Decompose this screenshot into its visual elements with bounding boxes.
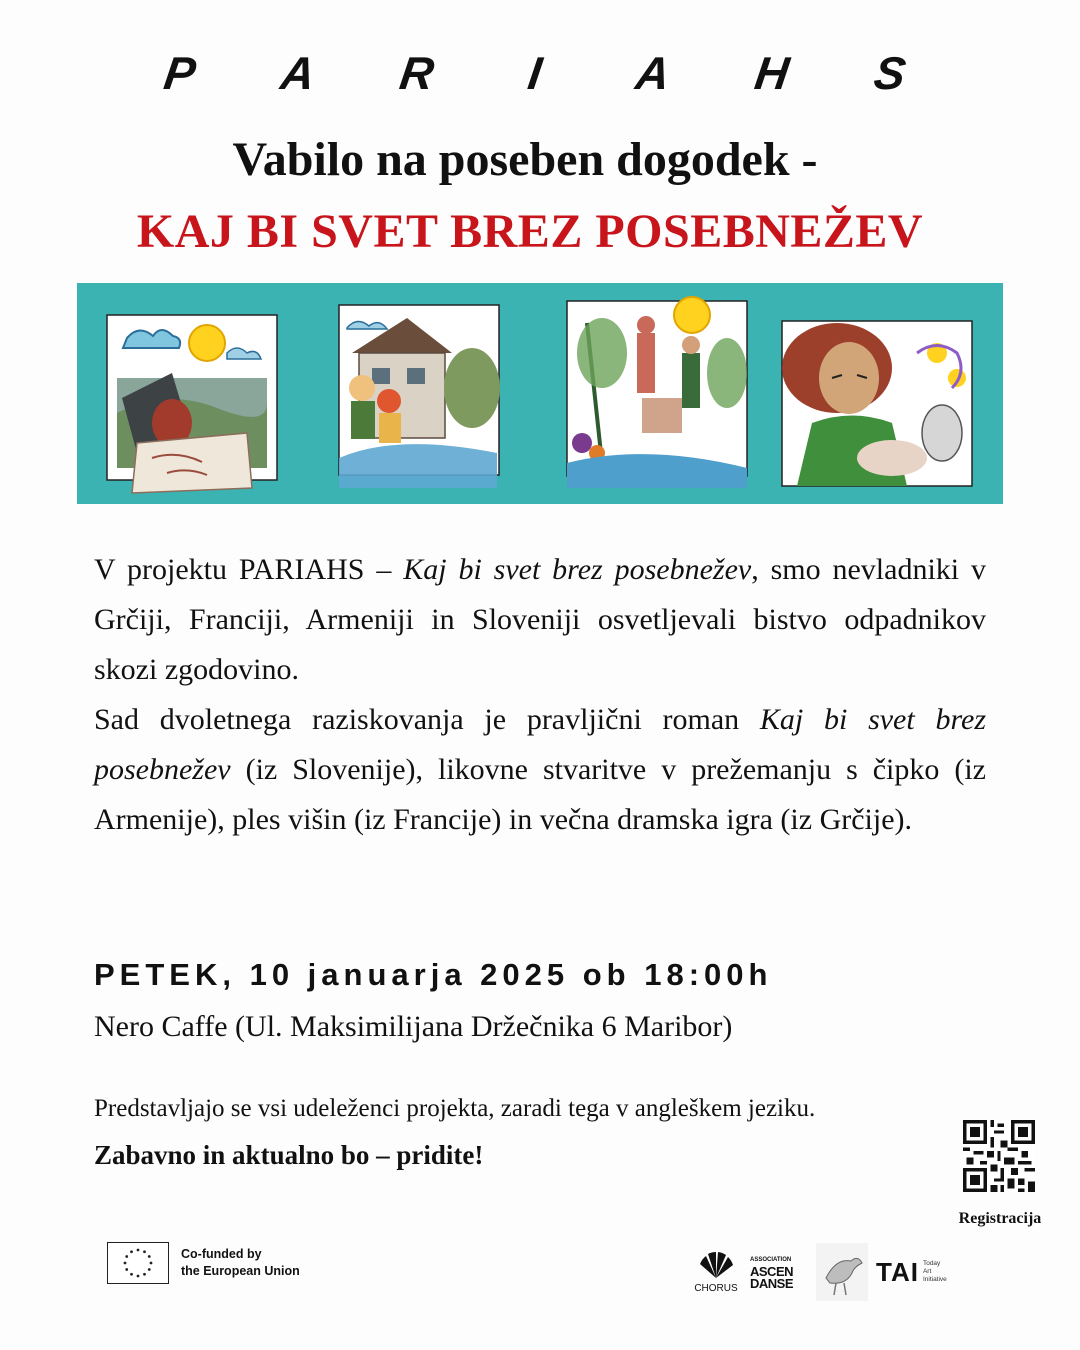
eu-star: [125, 1255, 128, 1258]
eu-star: [150, 1262, 153, 1265]
logo-letter: H: [751, 47, 792, 99]
ascen-danse-logo: ASSOCIATION ASCEN DANSE: [750, 1257, 794, 1291]
eu-line-1: Co-funded by: [181, 1247, 262, 1261]
logo-letter: A: [278, 47, 319, 99]
eu-star: [124, 1262, 127, 1265]
eu-star: [143, 1250, 146, 1253]
paragraph-1: V projektu PARIAHS – Kaj bi svet brez posebnežev, smo nevladniki v Grčiji, Franciji, Armeniji in Sloveniji osvetljevali bistvo odpadnikov skozi zgodovino.: [94, 553, 986, 686]
eu-star: [148, 1255, 151, 1258]
logo-letter: I: [524, 47, 546, 99]
eu-star: [130, 1273, 133, 1276]
eu-line-2: the European Union: [181, 1264, 300, 1278]
eu-cofunded-logo: [107, 1242, 300, 1284]
eu-star: [143, 1273, 146, 1276]
illustration-panels: [77, 283, 1003, 504]
qr-code-icon[interactable]: [963, 1120, 1035, 1192]
panel-dancers: [567, 297, 747, 488]
language-note: Predstavljajo se vsi udeleženci projekta, zaradi tega v angleškem jeziku.: [94, 1095, 816, 1122]
title-line-2: KAJ BI SVET BREZ POSEBNEŽEV: [136, 205, 924, 258]
panel-traveler-map: [107, 315, 277, 493]
paragraph-2: Sad dvoletnega raziskovanja je pravljični roman Kaj bi svet brez posebnežev (iz Slovenije), likovne stvaritve v prežemanju s čipko (iz Armenije), ples višin (iz Francije) in večna dramska igra (iz Grčije).: [94, 703, 986, 836]
eu-star: [148, 1268, 151, 1271]
logo-letter: S: [870, 47, 909, 99]
chorus-label: CHORUS: [694, 1283, 738, 1294]
chorus-fan-icon: [696, 1250, 736, 1280]
partner-logos: [690, 1242, 947, 1302]
illustration-banner: [77, 283, 1003, 504]
chorus-logo: [690, 1250, 742, 1294]
logo-letter: A: [633, 47, 674, 99]
tai-logo: TAI Today Art Initiative: [876, 1256, 947, 1287]
event-venue: Nero Caffe (Ul. Maksimilijana Držečnika 6 Maribor): [94, 1010, 733, 1043]
pariahs-logo: [150, 48, 920, 98]
description-text: [94, 545, 986, 845]
title-line-1: Vabilo na poseben dogodek -: [232, 133, 818, 186]
logo-letter: R: [396, 47, 437, 99]
italic-title: Kaj bi svet brez posebnežev: [94, 703, 986, 786]
invite-call: Zabavno in aktualno bo – pridite!: [94, 1140, 484, 1170]
eu-flag-icon: [107, 1242, 169, 1284]
eu-star: [130, 1250, 133, 1253]
italic-title: Kaj bi svet brez posebnežev: [403, 553, 752, 586]
eu-star: [137, 1249, 140, 1252]
logo-letter: P: [161, 47, 199, 99]
eu-star: [125, 1268, 128, 1271]
bird-logo-icon: [816, 1243, 868, 1301]
panel-house-hikers: [339, 305, 500, 488]
eu-star: [137, 1275, 140, 1278]
panel-woman-cat: [782, 321, 972, 486]
event-datetime: PETEK, 10 januarja 2025 ob 18:00h: [94, 957, 773, 992]
registration-label: Registracija: [958, 1210, 1042, 1227]
